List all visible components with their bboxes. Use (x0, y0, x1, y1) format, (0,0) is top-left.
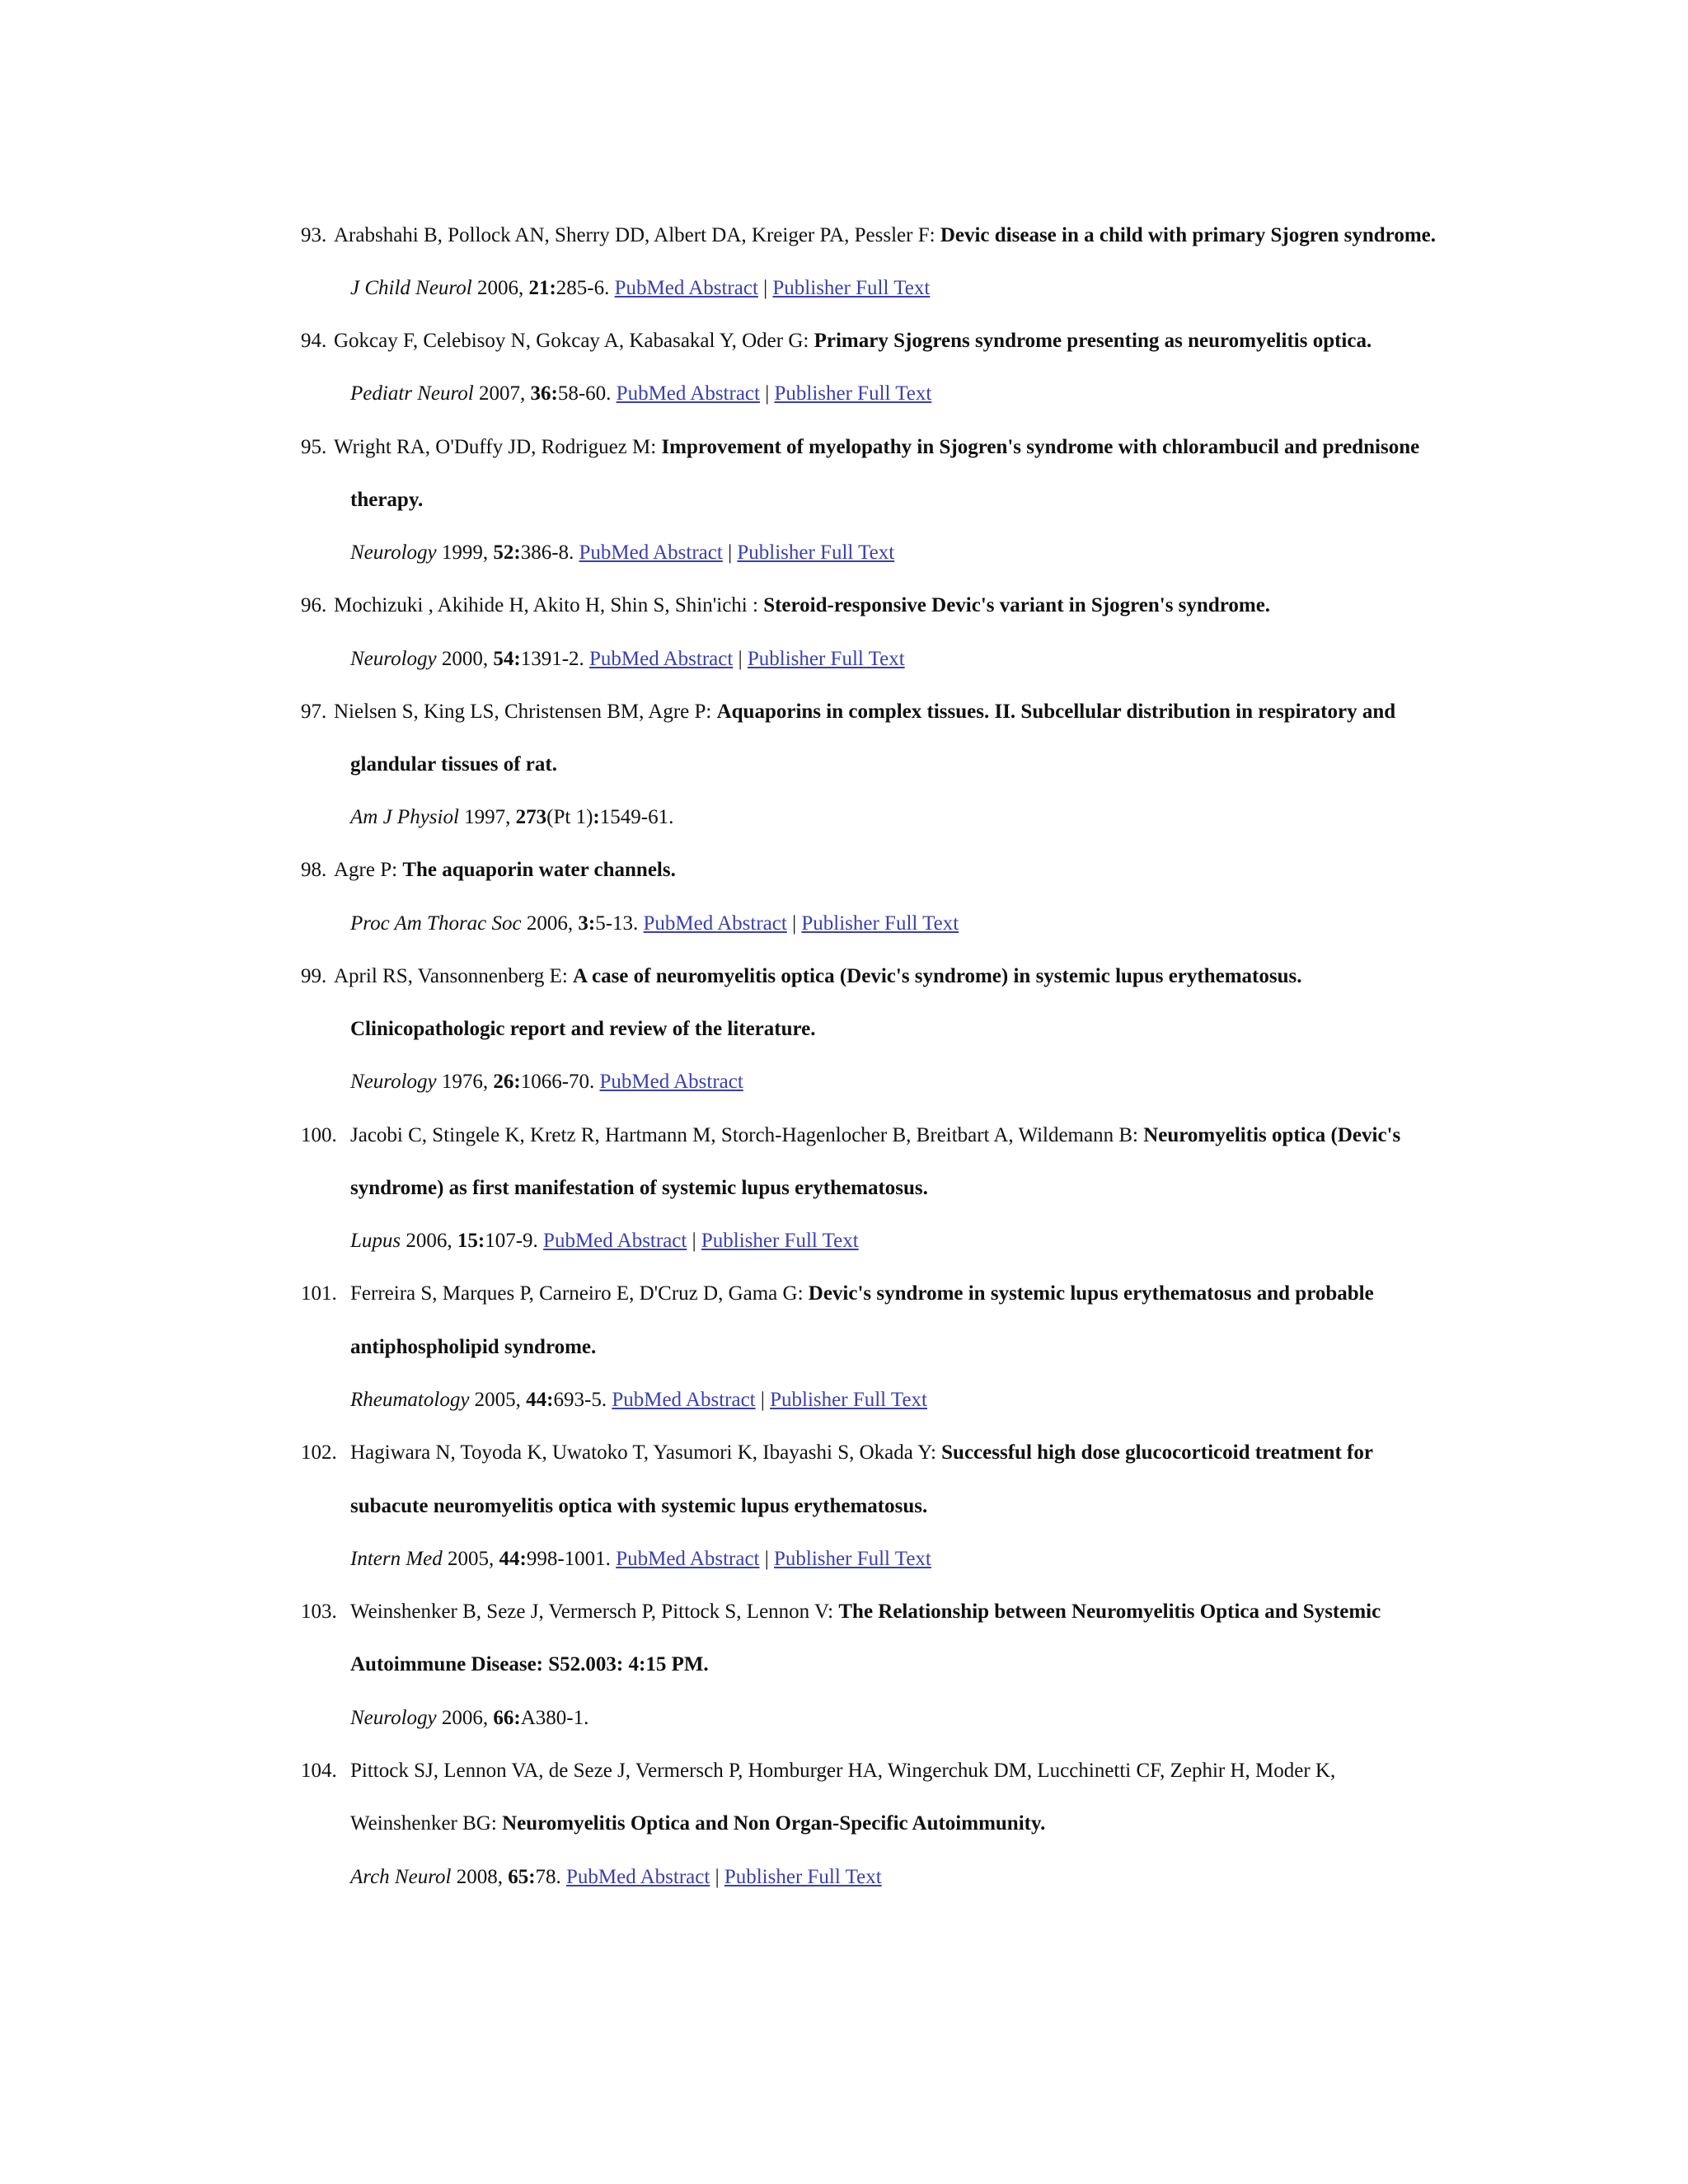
reference-citation (350, 276, 930, 301)
reference-citation (350, 647, 905, 672)
year: 2006, (436, 1707, 494, 1729)
pages: 285-6. (556, 277, 615, 299)
reference-line (350, 1759, 1335, 1783)
publisher-full-text-link[interactable]: Publisher Full Text (770, 1389, 927, 1411)
reference-number: 102. (301, 1441, 337, 1464)
reference-title: Neuromyelitis optica (Devic's (1143, 1124, 1401, 1146)
reference-line (350, 1441, 1373, 1465)
reference-authors: Mochizuki , Akihide H, Akito H, Shin S, Shin'ichi : (334, 594, 764, 616)
link-separator: | (755, 1389, 771, 1411)
publisher-full-text-link[interactable]: Publisher Full Text (724, 1866, 882, 1888)
reference-title: Devic disease in a child with primary Sjogren syndrome. (940, 224, 1436, 246)
reference-line (350, 1282, 1374, 1306)
issue: (Pt 1) (546, 806, 593, 828)
publisher-full-text-link[interactable]: Publisher Full Text (701, 1230, 859, 1252)
reference-title: Improvement of myelopathy in Sjogren's syndrome with chlorambucil and prednisone (661, 436, 1420, 458)
reference-citation (350, 1547, 931, 1572)
volume: 54 (493, 648, 514, 670)
reference-citation (350, 1706, 588, 1731)
reference-title: A case of neuromyelitis optica (Devic's syndrome) in systemic lupus erythematosus. (573, 965, 1302, 987)
journal-name: Arch Neurol (350, 1866, 452, 1888)
link-separator: | (786, 912, 802, 935)
reference-title-continued (350, 1176, 928, 1201)
year: 1999, (436, 541, 494, 564)
publisher-full-text-link[interactable]: Publisher Full Text (774, 1548, 931, 1570)
publisher-full-text-link[interactable]: Publisher Full Text (774, 382, 932, 405)
reference-number: 100. (301, 1124, 337, 1146)
journal-name: Am J Physiol (350, 806, 459, 828)
volume: 273 (515, 806, 547, 828)
colon: : (513, 541, 521, 564)
reference-authors: Gokcay F, Celebisoy N, Gokcay A, Kabasakal Y, Oder G: (334, 330, 814, 352)
reference-authors: Agre P: (334, 859, 403, 881)
pubmed-abstract-link[interactable]: PubMed Abstract (616, 382, 760, 405)
volume: 3 (578, 912, 588, 935)
year: 2005, (469, 1389, 527, 1411)
journal-name: Neurology (350, 648, 437, 670)
volume: 26 (493, 1071, 514, 1093)
link-separator: | (733, 648, 748, 670)
pages: 78. (535, 1866, 567, 1888)
reference-title-continued (350, 1652, 709, 1677)
reference-authors: Pittock SJ, Lennon VA, de Seze J, Vermersch P, Homburger HA, Wingerchuk DM, Lucchinetti CF, Zephir H, Moder K, (350, 1760, 1336, 1782)
reference-authors: April RS, Vansonnenberg E: (334, 965, 574, 987)
reference-title: The aquaporin water channels. (402, 859, 676, 881)
pubmed-abstract-link[interactable]: PubMed Abstract (612, 1389, 756, 1411)
reference-title-continued (350, 1017, 816, 1042)
reference-line (334, 435, 1419, 460)
pages: 1066-70. (520, 1071, 600, 1093)
reference-title: therapy. (350, 489, 424, 511)
pages: 1391-2. (520, 648, 590, 670)
year: 2000, (436, 648, 494, 670)
reference-title: Devic's syndrome in systemic lupus erythematosus and probable (808, 1282, 1374, 1305)
reference-authors: Ferreira S, Marques P, Carneiro E, D'Cruz D, Gama G: (350, 1282, 809, 1305)
reference-authors: Weinshenker B, Seze J, Vermersch P, Pittock S, Lennon V: (350, 1601, 839, 1623)
colon: : (549, 277, 556, 299)
reference-line (334, 964, 1301, 989)
reference-authors: Hagiwara N, Toyoda K, Uwatoko T, Yasumori K, Ibayashi S, Okada Y: (350, 1441, 942, 1464)
reference-title-continued (350, 1494, 927, 1519)
journal-name: Rheumatology (350, 1389, 470, 1411)
volume: 65 (508, 1866, 529, 1888)
reference-title: antiphospholipid syndrome. (350, 1336, 597, 1358)
year: 2006, (471, 277, 529, 299)
year: 1976, (436, 1071, 494, 1093)
pages: 998-1001. (526, 1548, 617, 1570)
journal-name: Pediatr Neurol (350, 382, 474, 405)
link-separator: | (759, 382, 775, 405)
colon: : (477, 1230, 485, 1252)
reference-line-continued (350, 1811, 1045, 1836)
colon: : (588, 912, 596, 935)
reference-citation (350, 805, 673, 830)
link-separator: | (757, 277, 773, 299)
volume: 44 (526, 1389, 547, 1411)
reference-title: syndrome) as first manifestation of systemic lupus erythematosus. (350, 1177, 928, 1199)
volume: 21 (528, 277, 550, 299)
publisher-full-text-link[interactable]: Publisher Full Text (737, 541, 895, 564)
year: 2005, (442, 1548, 499, 1570)
pages: 5-13. (595, 912, 644, 935)
reference-authors: Wright RA, O'Duffy JD, Rodriguez M: (334, 436, 662, 458)
reference-title: Clinicopathologic report and review of the literature. (350, 1018, 816, 1040)
reference-number: 95. (301, 436, 327, 458)
reference-number: 101. (301, 1282, 337, 1305)
journal-name: Neurology (350, 1071, 437, 1093)
reference-title: Successful high dose glucocorticoid treatment for (941, 1441, 1373, 1464)
reference-number: 97. (301, 701, 327, 723)
colon: : (513, 1071, 521, 1093)
reference-line (334, 329, 1372, 354)
volume: 66 (493, 1707, 514, 1729)
reference-line (334, 223, 1436, 248)
reference-authors: Arabshahi B, Pollock AN, Sherry DD, Albert DA, Kreiger PA, Pessler F: (334, 224, 940, 246)
reference-title: Primary Sjogrens syndrome presenting as neuromyelitis optica. (814, 330, 1372, 352)
reference-authors: Weinshenker BG: (350, 1812, 503, 1835)
reference-citation (350, 1070, 743, 1094)
colon: : (593, 806, 600, 828)
reference-citation (350, 1388, 927, 1413)
publisher-full-text-link[interactable]: Publisher Full Text (801, 912, 959, 935)
volume: 52 (493, 541, 514, 564)
reference-title: Autoimmune Disease: S52.003: 4:15 PM. (350, 1653, 709, 1675)
volume: 44 (499, 1548, 520, 1570)
colon: : (546, 1389, 554, 1411)
pages: 693-5. (553, 1389, 612, 1411)
publisher-full-text-link[interactable]: Publisher Full Text (772, 277, 931, 299)
colon: : (528, 1866, 536, 1888)
reference-line (350, 1123, 1400, 1148)
reference-line (334, 858, 676, 883)
reference-line (350, 1600, 1381, 1624)
link-separator: | (759, 1548, 774, 1570)
reference-line (334, 700, 1395, 724)
pages: 107-9. (485, 1230, 544, 1252)
pubmed-abstract-link[interactable]: PubMed Abstract (616, 1548, 760, 1570)
reference-number: 98. (301, 859, 327, 881)
pubmed-abstract-link[interactable]: PubMed Abstract (589, 648, 734, 670)
reference-line (334, 593, 1270, 618)
reference-title: Neuromyelitis Optica and Non Organ-Specific Autoimmunity. (502, 1812, 1046, 1835)
reference-number: 99. (301, 965, 327, 987)
pages: 386-8. (520, 541, 579, 564)
pubmed-abstract-link[interactable]: PubMed Abstract (543, 1230, 687, 1252)
publisher-full-text-link[interactable]: Publisher Full Text (747, 648, 905, 670)
reference-authors: Nielsen S, King LS, Christensen BM, Agre P: (334, 701, 717, 723)
volume: 36 (530, 382, 551, 405)
pubmed-abstract-link[interactable]: PubMed Abstract (614, 277, 758, 299)
colon: : (513, 648, 521, 670)
year: 2007, (473, 382, 531, 405)
reference-citation (350, 1229, 859, 1254)
reference-number: 96. (301, 594, 327, 616)
reference-number: 103. (301, 1601, 337, 1623)
pages: A380-1. (520, 1707, 589, 1729)
year: 2006, (401, 1230, 457, 1252)
reference-citation (350, 912, 959, 936)
pubmed-abstract-link[interactable]: PubMed Abstract (643, 912, 787, 935)
year: 2006, (521, 912, 579, 935)
reference-citation (350, 541, 894, 565)
year: 1997, (458, 806, 516, 828)
pages: 1549-61. (599, 806, 674, 828)
journal-name: Lupus (350, 1230, 401, 1252)
year: 2008, (451, 1866, 509, 1888)
reference-title: Steroid-responsive Devic's variant in Sjogren's syndrome. (763, 594, 1271, 616)
volume: 15 (457, 1230, 478, 1252)
reference-title: glandular tissues of rat. (350, 753, 557, 776)
journal-name: Neurology (350, 1707, 437, 1729)
reference-number: 93. (301, 224, 327, 246)
reference-title: subacute neuromyelitis optica with systemic lupus erythematosus. (350, 1495, 928, 1517)
reference-number: 94. (301, 330, 327, 352)
reference-title: The Relationship between Neuromyelitis Optica and Systemic (838, 1601, 1381, 1623)
pubmed-abstract-link[interactable]: PubMed Abstract (579, 541, 723, 564)
reference-citation (350, 1865, 882, 1890)
colon: : (519, 1548, 527, 1570)
journal-name: Intern Med (350, 1548, 443, 1570)
journal-name: Proc Am Thorac Soc (350, 912, 522, 935)
link-separator: | (710, 1866, 724, 1888)
reference-number: 104. (301, 1760, 337, 1782)
pubmed-abstract-link[interactable]: PubMed Abstract (566, 1866, 710, 1888)
reference-title-continued (350, 488, 423, 513)
reference-title: Aquaporins in complex tissues. II. Subcellular distribution in respiratory and (716, 701, 1396, 723)
colon: : (551, 382, 558, 405)
reference-authors: Jacobi C, Stingele K, Kretz R, Hartmann M, Storch-Hagenlocher B, Breitbart A, Wildemann B: (350, 1124, 1144, 1146)
journal-name: Neurology (350, 541, 437, 564)
pages: 58-60. (557, 382, 617, 405)
colon: : (513, 1707, 521, 1729)
journal-name: J Child Neurol (350, 277, 472, 299)
reference-title-continued (350, 1335, 596, 1360)
pubmed-abstract-link[interactable]: PubMed Abstract (599, 1071, 743, 1093)
link-separator: | (722, 541, 738, 564)
link-separator: | (687, 1230, 701, 1252)
reference-title-continued (350, 752, 557, 777)
reference-citation (350, 382, 931, 406)
